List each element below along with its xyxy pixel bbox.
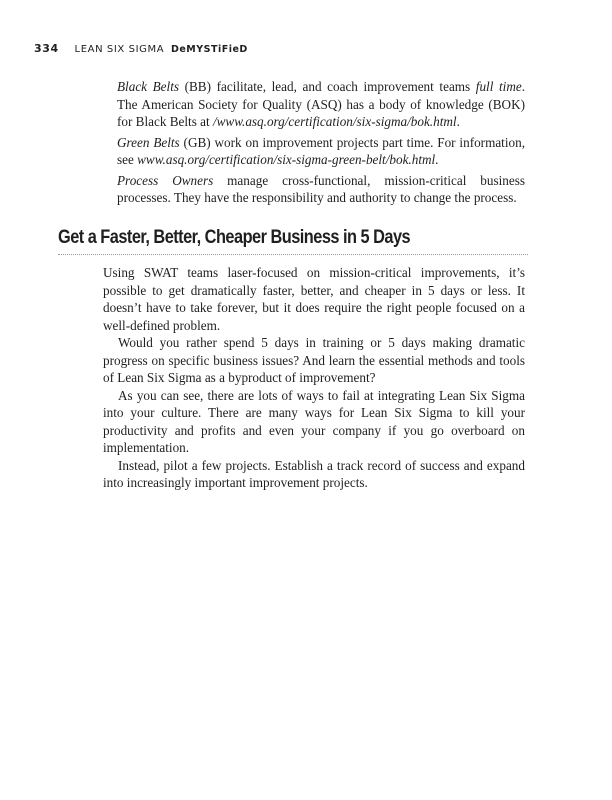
definition-black-belts	[117, 78, 525, 131]
definition-text: manage cross-functional, mission-critical business processes. They have the responsibility and authority to change the process.	[117, 172, 525, 205]
body-paragraph: Instead, pilot a few projects. Establish a track record of success and expand into increasingly important improvement projects.	[103, 457, 525, 490]
book-title: LEAN SIX SIGMA	[74, 44, 165, 55]
running-head	[34, 42, 248, 55]
book-title-suffix: DeMYSTiFieD	[170, 44, 248, 55]
section-divider	[58, 254, 528, 255]
definition-text: (GB) work on improvement projects part time. For information, see	[117, 134, 525, 167]
definition-term: Black Belts	[117, 79, 179, 94]
definition-end: .	[456, 114, 460, 129]
definition-term: Green Belts	[117, 134, 180, 150]
section-body	[103, 264, 525, 492]
definition-text: . The American Society for Quality (ASQ) has a body of knowledge (BOK) for Black Belts at	[117, 79, 525, 129]
definition-green-belts	[117, 134, 525, 169]
body-paragraph: Would you rather spend 5 days in training or 5 days making dramatic progress on specific business issues? And learn the essential methods and tools of Lean Six Sigma as a byproduct of improvement?	[103, 335, 525, 385]
definition-url: /www.asq.org/certification/six-sigma/bok.html	[212, 114, 457, 129]
definition-term: Process Owners	[117, 172, 214, 188]
section-title: Get a Faster, Better, Cheaper Business in 5 Days	[58, 227, 411, 248]
definition-end: .	[435, 152, 439, 167]
definition-emphasis: full time	[475, 79, 522, 94]
definition-url: www.asq.org/certification/six-sigma-green-belt/bok.html	[137, 152, 436, 167]
definition-process-owners	[117, 172, 525, 207]
definition-list	[117, 78, 525, 210]
body-paragraph: Using SWAT teams laser-focused on mission-critical improvements, it’s possible to get dramatically faster, better, and cheaper in 5 days or less. It doesn’t have to take forever, but it does require the right people focused on a well-defined problem.	[103, 265, 525, 333]
definition-text: (BB) facilitate, lead, and coach improvement teams	[179, 79, 476, 94]
body-paragraph: As you can see, there are lots of ways to fail at integrating Lean Six Sigma into your culture. There are many ways for Lean Six Sigma to kill your productivity and profits and even your company if you go overboard on implementation.	[103, 387, 525, 455]
page-number: 334	[34, 42, 59, 55]
